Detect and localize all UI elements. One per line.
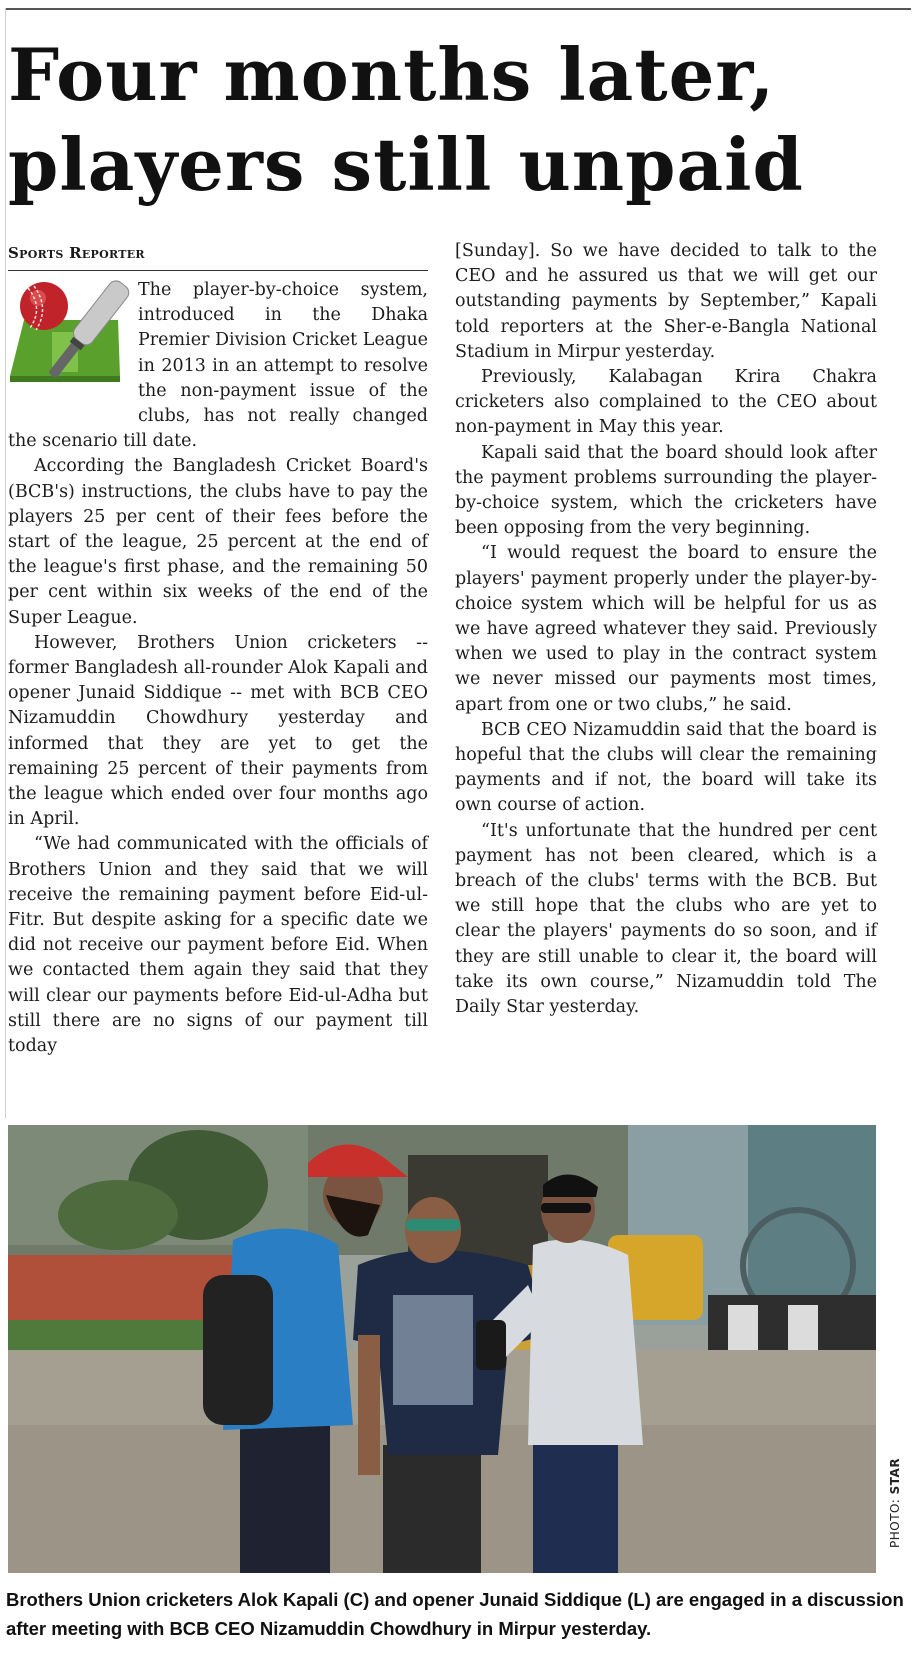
paragraph: However, Brothers Union cricketers -- former Bangladesh all-rounder Alok Kapali and opener Junaid Siddique -- met with BCB CEO Nizamuddin Chowdhury yesterday and informed that they are yet to get the remaining 25 percent of their payments from the league which ended over four months ago in April. [8,632,428,830]
byline-text: Sports Reporter [8,244,145,262]
paragraph: “We had communicated with the officials of Brothers Union and they said that we will receive the remaining payment before Eid-ul-Fitr. But despite asking for a specific date we did not receive our payment before Eid. When we contacted them again they said that they will clear our payments before Eid-ul-Adha but still there are no signs of our payment till today [8,834,428,1057]
article-column-left [8,278,428,1059]
paragraph: The player-by-choice system, introduced in the Dhaka Premier Division Cricket League in 2013 in an attempt to resolve the non-payment issue of the clubs, has not really changed the scenario till date. [8,280,428,452]
headline-line-1: Four months later, [8,32,776,117]
paragraph: BCB CEO Nizamuddin said that the board is hopeful that the clubs will clear the remaining payments and if not, the board will take its own course of action. [455,719,877,816]
paragraph: [Sunday]. So we have decided to talk to the CEO and he assured us that we will get our outstanding payments by September,” Kapali told reporters at the Sher-e-Bangla National Stadium in Mirpur yesterday. [455,241,877,362]
photo-credit-prefix: PHOTO: [888,1494,902,1548]
photo-credit-source: STAR [888,1457,902,1495]
left-border [5,8,6,1118]
byline [8,244,145,262]
paragraph: Kapali said that the board should look after the payment problems surrounding the player-by-choice system, which the cricketers have been opposing from the very beginning. [455,442,877,539]
headline-line-2: players still unpaid [8,122,804,207]
paragraph: Previously, Kalabagan Krira Chakra cricketers also complained to the CEO about non-payment in May this year. [455,367,877,438]
paragraph: According the Bangladesh Cricket Board's (BCB's) instructions, the clubs have to pay the players 25 per cent of their fees before the start of the league, 25 percent at the end of the league's first phase, and the remaining 50 per cent within six weeks of the end of the Super League. [8,456,428,628]
paragraph: “It's unfortunate that the hundred per cent payment has not been cleared, which is a breach of the clubs' terms with the BCB. But we still hope that the clubs who are yet to clear the players' payments do so soon, and if they are still unable to clear it, the board will take its own course,” Nizamuddin told The Daily Star yesterday. [455,820,877,1018]
news-photo [8,1125,876,1573]
cricket-ball-bat-icon [8,278,132,406]
byline-rule [8,270,428,271]
headline [8,30,888,210]
article-column-right [455,239,877,1020]
photo-credit [888,1458,902,1548]
paragraph: “I would request the board to ensure the players' payment properly under the player-by-choice system which will be helpful for us as we have agreed whatever they said. Previously when we used to play in the contract system we never missed our payments most times, apart from one or two clubs,” he said. [455,543,877,715]
photo-caption: Brothers Union cricketers Alok Kapali (C) and opener Junaid Siddique (L) are engaged in a discussion after meeting with BCB CEO Nizamuddin Chowdhury in Mirpur yesterday. [6,1589,904,1639]
top-rule [6,8,911,10]
